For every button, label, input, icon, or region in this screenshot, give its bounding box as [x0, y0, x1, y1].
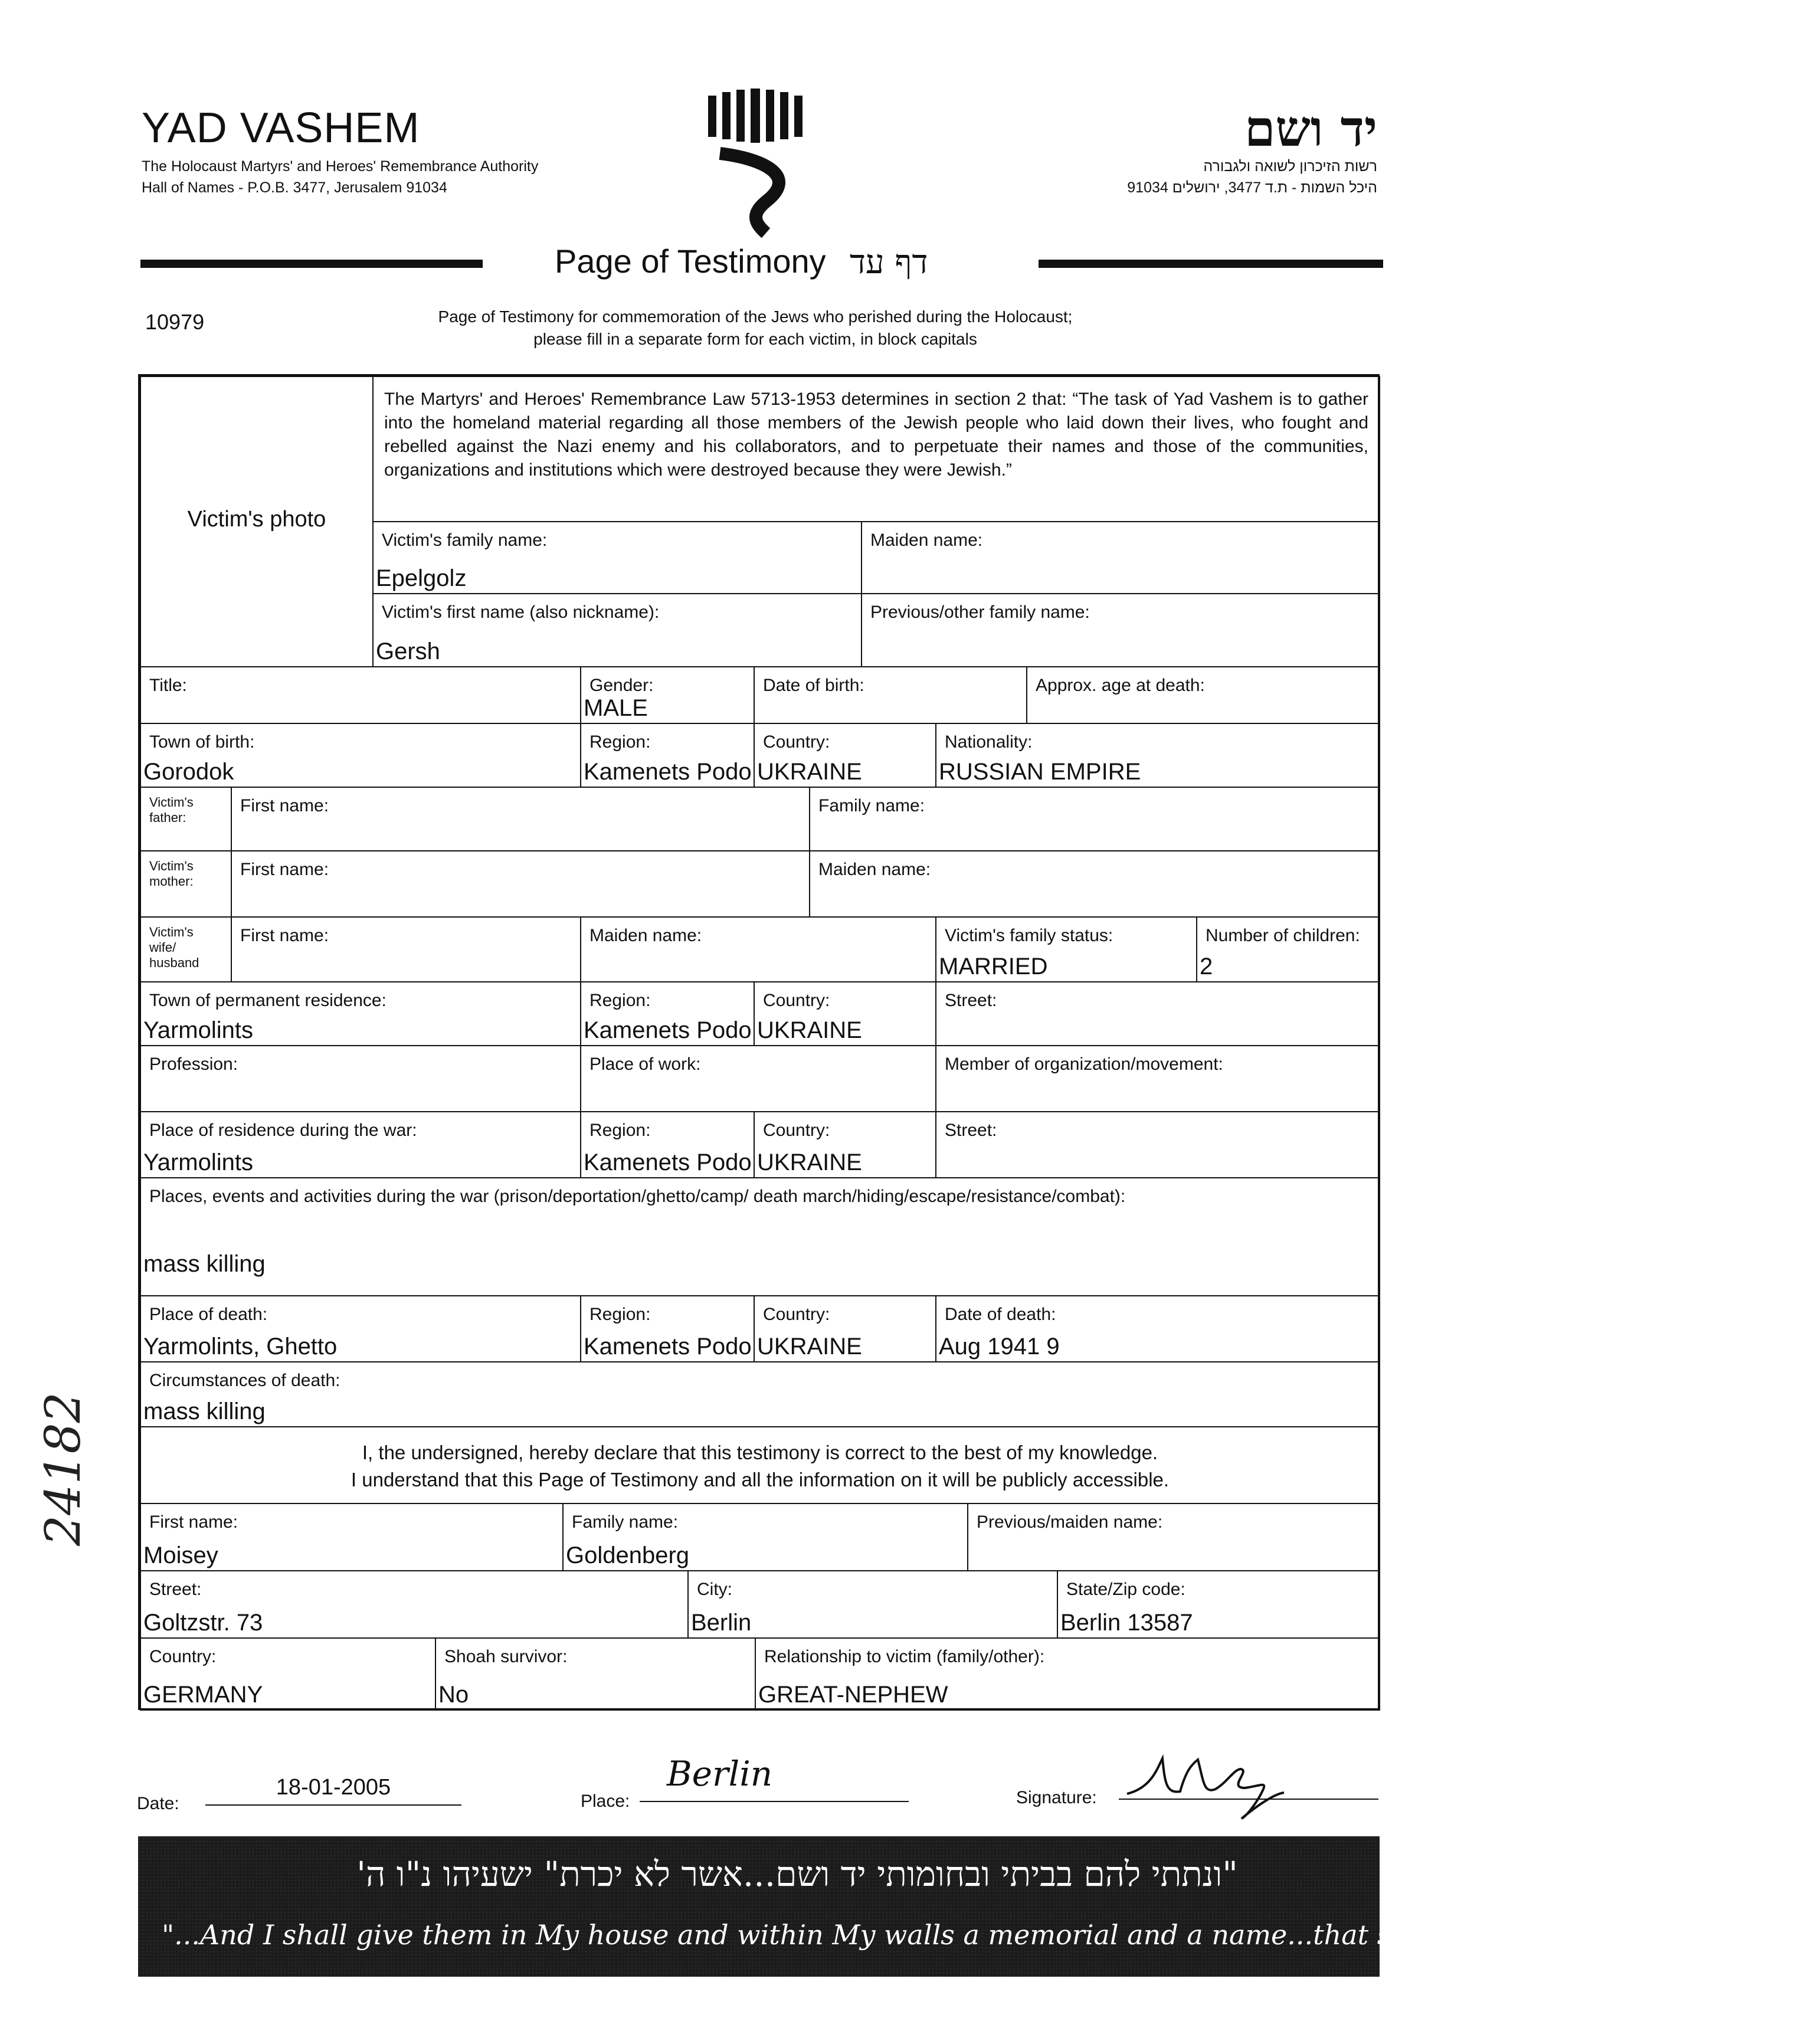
residence-region-label: Region:	[589, 991, 651, 1010]
title-field[interactable]	[140, 666, 581, 724]
war-country-label: Country:	[763, 1121, 830, 1140]
permanent-residence-field[interactable]	[140, 981, 581, 1046]
mother-maiden-name-label: Maiden name:	[818, 860, 931, 879]
death-region-label: Region:	[589, 1305, 651, 1324]
footer-date-line	[205, 1804, 461, 1806]
nationality-label: Nationality:	[945, 732, 1033, 752]
residence-country-value: UKRAINE	[757, 1017, 862, 1043]
circumstances-of-death-field[interactable]	[140, 1361, 1380, 1427]
birth-region-value: Kamenets Podo	[584, 759, 752, 785]
spouse-maiden-name-label: Maiden name:	[589, 926, 702, 945]
war-region-label: Region:	[589, 1121, 651, 1140]
residence-region-value: Kamenets Podo	[584, 1017, 752, 1043]
relationship-label: Relationship to victim (family/other):	[764, 1647, 1045, 1666]
war-country-field[interactable]	[754, 1111, 936, 1178]
place-of-death-label: Place of death:	[149, 1305, 268, 1324]
yad-vashem-logo	[696, 89, 814, 236]
other-family-name-field[interactable]	[861, 593, 1380, 667]
death-country-field[interactable]	[754, 1295, 936, 1362]
intro-line-1: Page of Testimony for commemoration of the Jews who perished during the Holocaust;	[438, 307, 1073, 326]
town-of-birth-value: Gorodok	[143, 759, 234, 785]
town-of-birth-label: Town of birth:	[149, 732, 255, 752]
war-residence-field[interactable]	[140, 1111, 581, 1178]
declaration-box	[140, 1426, 1380, 1504]
submitter-city-field[interactable]	[687, 1570, 1058, 1639]
gender-label: Gender:	[589, 676, 654, 695]
submitter-city-label: City:	[697, 1580, 732, 1599]
submitter-street-value: Goltzstr. 73	[143, 1610, 263, 1636]
victim-family-name-field[interactable]	[372, 521, 862, 594]
residence-country-field[interactable]	[754, 981, 936, 1046]
submitter-country-value: GERMANY	[143, 1682, 263, 1708]
submitter-previous-name-label: Previous/maiden name:	[977, 1512, 1163, 1532]
submitter-first-name-value: Moisey	[143, 1542, 218, 1568]
birth-country-value: UKRAINE	[757, 759, 862, 785]
declaration-text	[141, 1439, 1379, 1493]
birth-region-label: Region:	[589, 732, 651, 752]
page-title: Page of Testimony	[555, 243, 826, 280]
isaiah-quote-banner	[138, 1836, 1808, 1977]
victim-family-name-value: Epelgolz	[376, 565, 467, 591]
place-of-work-field[interactable]	[580, 1045, 936, 1112]
mother-side-label: Victim's mother:	[149, 859, 194, 889]
death-region-field[interactable]	[580, 1295, 755, 1362]
header-rule-right	[1039, 260, 1383, 268]
residence-region-field[interactable]	[580, 981, 755, 1046]
age-at-death-label: Approx. age at death:	[1036, 676, 1205, 695]
law-text: The Martyrs' and Heroes' Remembrance Law 5713-1953 determines in section 2 that: “The task of Yad Vashem is to gather into the homeland material regarding all those members of the Jewish people who laid down their lives, who fought and rebelled against the Nazi enemy and his collaborators, and to perpetuate their names and those of the communities, organizations and institutions which were destroyed because they were Jewish.”	[384, 389, 1368, 480]
intro-line-2: please fill in a separate form for each victim, in block capitals	[533, 330, 977, 348]
circumstances-of-death-label: Circumstances of death:	[149, 1371, 340, 1390]
place-of-death-field[interactable]	[140, 1295, 581, 1362]
submitter-country-label: Country:	[149, 1647, 217, 1666]
declaration-line-2: I understand that this Page of Testimony and all the information on it will be publicly accessible.	[351, 1469, 1170, 1491]
circumstances-of-death-value: mass killing	[143, 1398, 266, 1424]
submitter-zip-field[interactable]	[1057, 1570, 1380, 1639]
victim-photo-box[interactable]	[140, 376, 374, 667]
number-of-children-value: 2	[1200, 954, 1213, 980]
handwritten-signature[interactable]	[1115, 1747, 1316, 1823]
war-street-label: Street:	[945, 1121, 997, 1140]
shoah-survivor-label: Shoah survivor:	[444, 1647, 568, 1666]
shoah-survivor-value: No	[438, 1682, 469, 1708]
footer-date-value[interactable]: 18-01-2005	[276, 1775, 391, 1800]
date-of-death-field[interactable]	[935, 1295, 1380, 1362]
submitter-family-name-label: Family name:	[572, 1512, 679, 1532]
permanent-residence-label: Town of permanent residence:	[149, 991, 387, 1010]
profession-label: Profession:	[149, 1054, 238, 1074]
submitter-first-name-field[interactable]	[140, 1503, 564, 1571]
org-address: Hall of Names - P.O.B. 3477, Jerusalem 91034	[142, 179, 447, 196]
place-of-death-value: Yarmolints, Ghetto	[143, 1334, 338, 1360]
submitter-city-value: Berlin	[691, 1610, 752, 1636]
number-of-children-field[interactable]	[1196, 916, 1380, 982]
number-of-children-label: Number of children:	[1206, 926, 1360, 945]
war-country-value: UKRAINE	[757, 1149, 862, 1175]
org-subtitle-hebrew: רשות הזיכרון לשואה ולגבורה	[1203, 158, 1377, 175]
org-name-hebrew: יד ושם	[1244, 99, 1377, 158]
photo-label: Victim's photo	[187, 507, 326, 532]
death-country-label: Country:	[763, 1305, 830, 1324]
organization-membership-label: Member of organization/movement:	[945, 1054, 1223, 1074]
header-rule-left	[140, 260, 483, 268]
gender-field[interactable]	[580, 666, 755, 724]
residence-street-label: Street:	[945, 991, 997, 1010]
relationship-field[interactable]	[755, 1637, 1380, 1711]
other-family-name-label: Previous/other family name:	[870, 602, 1090, 622]
birth-country-field[interactable]	[754, 723, 936, 788]
mother-first-name-label: First name:	[240, 860, 329, 879]
nationality-field[interactable]	[935, 723, 1380, 788]
mother-side-label-box	[140, 850, 232, 918]
date-of-death-label: Date of death:	[945, 1305, 1056, 1324]
spouse-side-label: Victim's wife/ husband	[149, 925, 199, 970]
date-of-death-value: Aug 1941 9	[939, 1334, 1060, 1360]
father-side-label: Victim's father:	[149, 795, 194, 825]
war-events-field[interactable]	[140, 1177, 1380, 1296]
birth-region-field[interactable]	[580, 723, 755, 788]
birth-country-label: Country:	[763, 732, 830, 752]
war-region-field[interactable]	[580, 1111, 755, 1178]
submitter-country-field[interactable]	[140, 1637, 436, 1711]
family-status-label: Victim's family status:	[945, 926, 1113, 945]
death-country-value: UKRAINE	[757, 1334, 862, 1360]
footer-signature-label: Signature:	[1016, 1788, 1097, 1807]
submitter-family-name-field[interactable]	[562, 1503, 968, 1571]
war-street-field[interactable]	[935, 1111, 1380, 1178]
father-side-label-box	[140, 787, 232, 851]
victim-first-name-value: Gersh	[376, 638, 440, 664]
footer-place-line	[640, 1801, 909, 1802]
permanent-residence-value: Yarmolints	[143, 1017, 253, 1043]
organization-membership-field[interactable]	[935, 1045, 1380, 1112]
submitter-street-label: Street:	[149, 1580, 202, 1599]
date-of-birth-field[interactable]	[754, 666, 1027, 724]
father-family-name-field[interactable]	[809, 787, 1380, 851]
death-region-value: Kamenets Podo	[584, 1334, 752, 1360]
age-at-death-field[interactable]	[1026, 666, 1380, 724]
org-subtitle: The Holocaust Martyrs' and Heroes' Remembrance Authority	[142, 158, 539, 175]
margin-registry-number: 24182	[35, 1392, 91, 1546]
declaration-line-1: I, the undersigned, hereby declare that this testimony is correct to the best of my knowledge.	[362, 1442, 1158, 1463]
footer-place-value[interactable]: Berlin	[667, 1754, 773, 1794]
relationship-value: GREAT-NEPHEW	[758, 1682, 948, 1708]
form-number: 10979	[145, 310, 205, 334]
intro-text	[319, 306, 1192, 351]
banner-english-quote: "...And I shall give them in My house and within My walls a memorial and a name...that shall not be cut off" Isaiah 56:5	[162, 1919, 1808, 1951]
submitter-family-name-value: Goldenberg	[566, 1542, 690, 1568]
banner-hebrew-quote: "ונתתי להם בביתי ובחומותי יד ושם...אשר לא יכרת" ישעיהו נ"ו ה'	[356, 1854, 1238, 1894]
nationality-value: RUSSIAN EMPIRE	[939, 759, 1141, 785]
maiden-name-field[interactable]	[861, 521, 1380, 594]
gender-value: MALE	[584, 695, 648, 721]
submitter-zip-value: Berlin 13587	[1060, 1610, 1193, 1636]
war-residence-label: Place of residence during the war:	[149, 1121, 417, 1140]
footer-date-label: Date:	[137, 1794, 179, 1813]
spouse-first-name-label: First name:	[240, 926, 329, 945]
town-of-birth-field[interactable]	[140, 723, 581, 788]
war-residence-value: Yarmolints	[143, 1149, 253, 1175]
profession-field[interactable]	[140, 1045, 581, 1112]
org-address-hebrew: היכל השמות - ת.ד 3477, ירושלים 91034	[1127, 179, 1377, 196]
victim-first-name-field[interactable]	[372, 593, 862, 667]
mother-first-name-field[interactable]	[231, 850, 810, 918]
footer-place-label: Place:	[581, 1791, 630, 1811]
testimony-form	[138, 374, 1380, 1710]
title-label: Title:	[149, 676, 187, 695]
victim-first-name-label: Victim's first name (also nickname):	[382, 602, 660, 622]
father-first-name-field[interactable]	[231, 787, 810, 851]
father-first-name-label: First name:	[240, 796, 329, 815]
residence-country-label: Country:	[763, 991, 830, 1010]
place-of-work-label: Place of work:	[589, 1054, 701, 1074]
page-title-hebrew: דף עד	[850, 243, 928, 281]
spouse-side-label-box	[140, 916, 232, 982]
war-region-value: Kamenets Podo	[584, 1149, 752, 1175]
maiden-name-label: Maiden name:	[870, 530, 983, 550]
mother-maiden-name-field[interactable]	[809, 850, 1380, 918]
org-name: YAD VASHEM	[142, 104, 420, 152]
family-status-value: MARRIED	[939, 954, 1048, 980]
law-text-box	[372, 376, 1380, 522]
shoah-survivor-field[interactable]	[435, 1637, 756, 1711]
family-status-field[interactable]	[935, 916, 1197, 982]
father-family-name-label: Family name:	[818, 796, 925, 815]
war-events-label: Places, events and activities during the war (prison/deportation/ghetto/camp/ death march/hiding/escape/resistance/combat):	[149, 1187, 1126, 1206]
submitter-previous-name-field[interactable]	[967, 1503, 1380, 1571]
spouse-maiden-name-field[interactable]	[580, 916, 936, 982]
spouse-first-name-field[interactable]	[231, 916, 581, 982]
war-events-value: mass killing	[143, 1251, 266, 1277]
submitter-zip-label: State/Zip code:	[1066, 1580, 1185, 1599]
submitter-street-field[interactable]	[140, 1570, 689, 1639]
date-of-birth-label: Date of birth:	[763, 676, 864, 695]
submitter-first-name-label: First name:	[149, 1512, 238, 1532]
victim-family-name-label: Victim's family name:	[382, 530, 548, 550]
residence-street-field[interactable]	[935, 981, 1380, 1046]
